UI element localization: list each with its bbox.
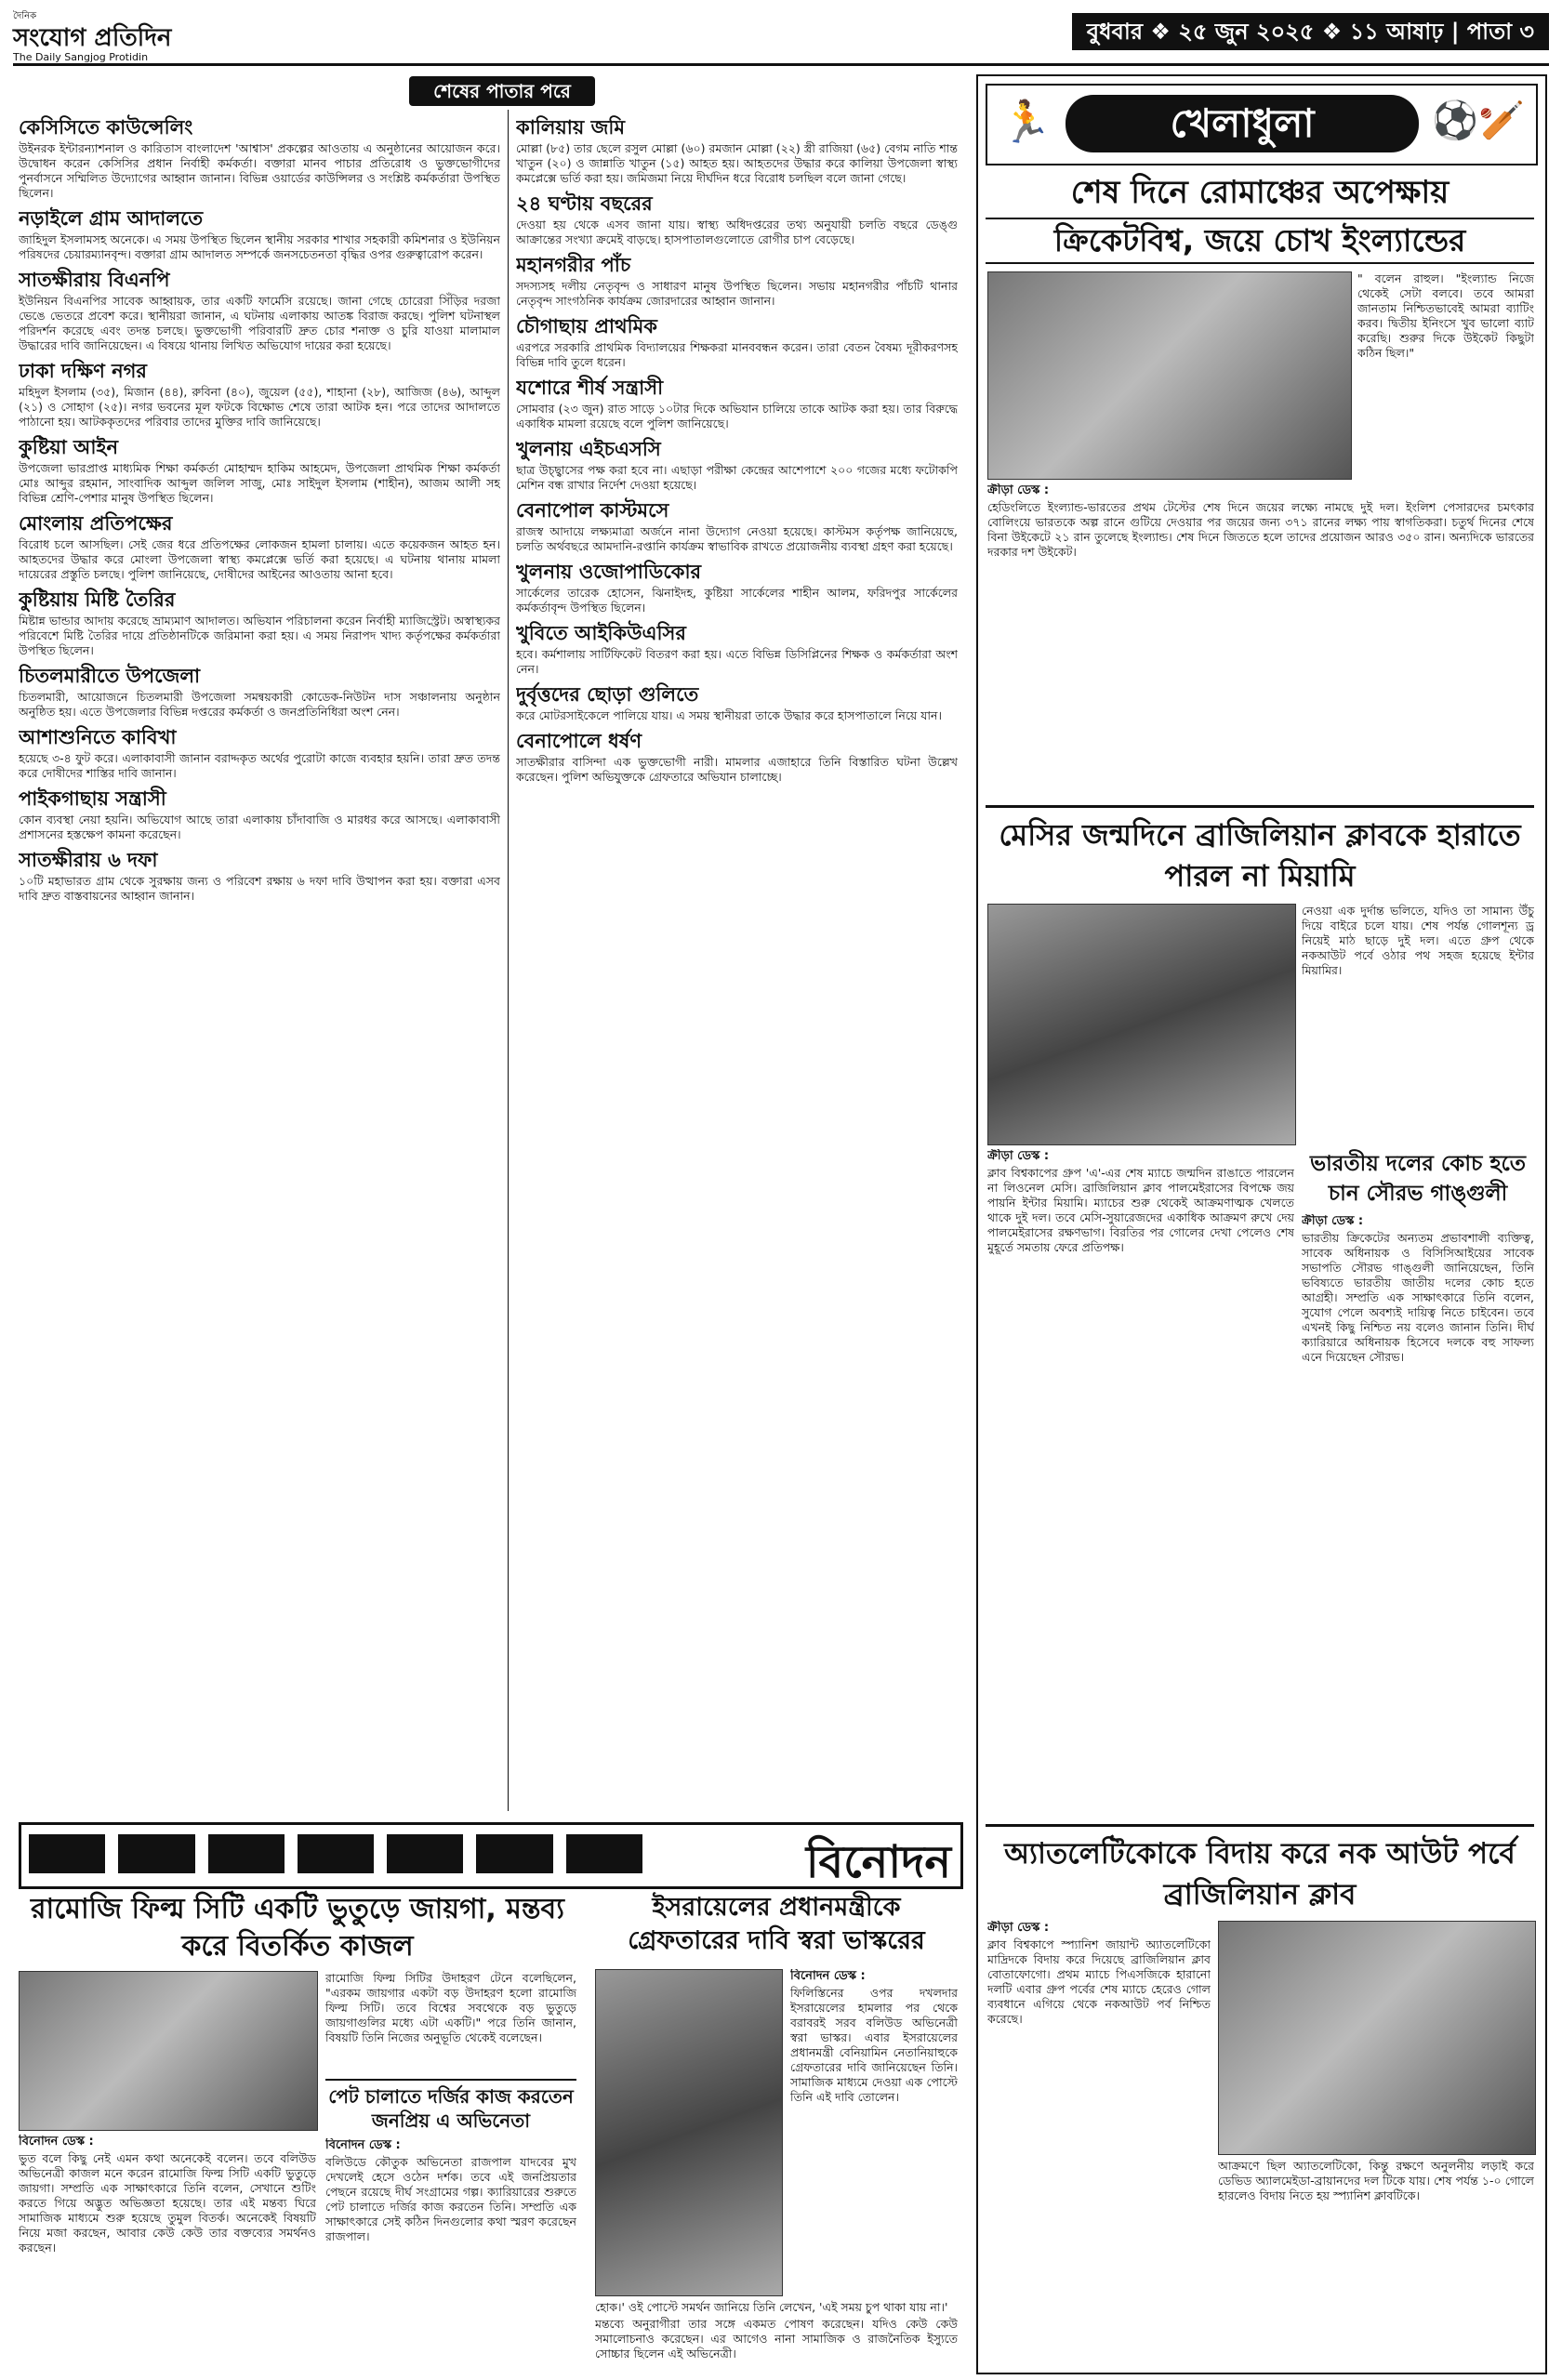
messi-byline: ক্রীড়া ডেস্ক : (987, 1149, 1050, 1163)
logo-daily: দৈনিক (13, 11, 37, 21)
atletico-photo (1218, 1921, 1536, 2155)
article-body: ছাত্র উচ্ছ্বাসের পক্ষ করা হবে না। এছাড়া পরীক্ষা কেন্দ্রের আশেপাশে ২০০ গজের মধ্যে ফটোকপি মেশিন বন্ধ রাখার নির্দেশ দেওয়া হয়েছে। (516, 463, 958, 492)
column-divider (508, 110, 509, 1811)
kajol-body-2: রামোজি ফিল্ম সিটির উদাহরণ টেনে বলেছিলেন, "এরকম জায়গার একটা বড় উদাহরণ হলো রামোজি ফিল্ম সিটি। তবে বিশ্বের সবথেকে বড় ভুতুড়ে জায়গাগুলির মধ্যে এটা একটি।" পরে তিনি জানান, বিষয়টি তিনি নিজের অনুভূতি থেকেই বলেছেন। (325, 1971, 576, 2044)
atletico-right-text: আক্রমণে ছিল অ্যাতলেটিকো, কিন্তু রক্ষণে অনুলনীয় লড়াই করে ডেভিড অ্যালমেইডা-ব্রায়ানদের দল টিকে যায়। শেষ পর্যন্ত ১-০ গোলে হারলেও বিদায় নিতে হয় স্প্যানিশ ক্লাবটিকে। (1218, 2159, 1534, 2202)
atletico-article (987, 1921, 1211, 2358)
news-column-2 (516, 110, 958, 1811)
article-body: উইনরক ইন্টারন্যাশনাল ও কারিতাস বাংলাদেশ 'আশ্বাস' প্রকল্পের আওতায় এ অনুষ্ঠানের আয়োজন করে। উদ্বোধন করেন কেসিসির প্রধান নির্বাহী কর্মকর্তা। বক্তারা মানব পাচার প্রতিরোধ ও ভুক্তভোগীদের পুনর্বাসনে সম্মিলিত উদ্যোগের আহ্বান জানান। বিভিন্ন ওয়ার্ডের কাউন্সিলর ও সংশ্লিষ্ট কর্মকর্তারা উপস্থিত ছিলেন। (19, 141, 500, 200)
cricket-photo (987, 271, 1352, 480)
swara-footer: মন্তব্যে অনুরাগীরা তার সঙ্গে একমত পোষণ করেছেন। যদিও কেউ কেউ সমালোচনাও করেছেন। এর আগেও নানা সামাজিক ও রাজনৈতিক ইস্যুতে সোচ্চার ছিলেন এই অভিনেত্রী। (595, 2317, 958, 2360)
article-headline: পাইকগাছায় সন্ত্রাসী (19, 787, 166, 810)
article-headline: নড়াইলে গ্রাম আদালতে (19, 207, 204, 230)
article-headline: মোংলায় প্রতিপক্ষের (19, 512, 173, 535)
entertainment-title: বিনোদন (805, 1836, 951, 1888)
article-body: ১০টি মহাভারত গ্রাম থেকে সুরক্ষায় জন্য ও পরিবেশ রক্ষায় ৬ দফা দাবি উত্থাপন করা হয়। বক্তারা এসব দাবি দ্রুত বাস্তবায়নের আহ্বান জানান। (19, 874, 500, 903)
sports-balls-icon: ⚽🏏 (1432, 99, 1525, 142)
messi-article (987, 1149, 1294, 1818)
logo-name: সংযোগ প্রতিদিন (13, 24, 172, 52)
atletico-left-text: ক্লাব বিশ্বকাপে স্প্যানিশ জায়ান্ট অ্যাতলেটিকো মাদ্রিদকে বিদায় করে দিয়েছে ব্রাজিলিয়ান ক্লাব বোতাফোগো। প্রথম ম্যাচে পিএসজিকে হারানো দলটি এবার গ্রুপ পর্বের শেষ ম্যাচে হেরেও গোল ব্যবধানে এগিয়ে থেকে নকআউট পর্ব নিশ্চিত করেছে। (987, 1937, 1211, 2026)
article-headline: সাতক্ষীরায় বিএনপি (19, 269, 170, 291)
date-bar: বুধবার ❖ ২৫ জুন ২০২৫ ❖ ১১ আষাঢ় | পাতা ৩ (1072, 13, 1549, 50)
article-body: সাতক্ষীরার বাসিন্দা এক ভুক্তভোগী নারী। মামলার এজাহারে তিনি বিস্তারিত ঘটনা উল্লেখ করেছেন। পুলিশ অভিযুক্তকে গ্রেফতারে অভিযান চালাচ্ছে। (516, 755, 958, 784)
tailor-byline: বিনোদন ডেস্ক : (325, 2138, 401, 2152)
lead-article (987, 483, 1534, 800)
lead-right-text: " বলেন রাহুল। "ইংল্যান্ড নিজে থেকেই সেটা বলবে। তবে আমরা জানতাম নিশ্চিতভাবেই আমরা ব্যাটিং করব। দ্বিতীয় ইনিংসে খুব ভালো ব্যাট করেছি। শুরুর দিকে উইকেট কিছুটা কঠিন ছিল।" (1357, 271, 1534, 360)
atletico-headline: অ্যাতলেটিকোকে বিদায় করে নক আউট পর্বে ব্রাজিলিয়ান ক্লাব (1004, 1837, 1516, 1911)
section-divider-2 (986, 1824, 1534, 1827)
swara-article-cont (595, 2300, 958, 2367)
section-banner-continued: শেষের পাতার পরে (409, 76, 595, 106)
tailor-article (325, 2138, 576, 2367)
lead-byline: ক্রীড়া ডেস্ক : (987, 483, 1050, 497)
film-strip-decoration (29, 1834, 642, 1873)
article-body: হয়েছে ৩-৪ ফুট করে। এলাকাবাসী জানান বরাদ্দকৃত অর্থের পুরোটা কাজে ব্যবহার হয়নি। তারা দ্রুত তদন্ত করে দোষীদের শাস্তির দাবি জানান। (19, 751, 500, 780)
article-body: করে মোটরসাইকেলে পালিয়ে যায়। এ সময় স্থানীয়রা তাকে উদ্ধার করে হাসপাতালে নিয়ে যান। (516, 708, 942, 722)
article-body: কোন ব্যবস্থা নেয়া হয়নি। অভিযোগ আছে তারা এলাকায় চাঁদাবাজি ও মারধর করে আসছে। এলাকাবাসী প্রশাসনের হস্তক্ষেপ কামনা করেছেন। (19, 813, 500, 841)
article-body: রাজস্ব আদায়ে লক্ষ্যমাত্রা অর্জনে নানা উদ্যোগ নেওয়া হয়েছে। কাস্টমস কর্তৃপক্ষ জানিয়েছে, চলতি অর্থবছরে আমদানি-রপ্তানি কার্যক্রম স্বাভাবিক রাখতে প্রয়োজনীয় ব্যবস্থা গ্রহণ করা হয়েছে। (516, 524, 958, 553)
kajol-article-cont (325, 1971, 576, 2073)
atletico-article-cont (1218, 2159, 1534, 2358)
article-body: হবে। কর্মশালায় সার্টিফিকেট বিতরণ করা হয়। এতে বিভিন্ন ডিসিপ্লিনের শিক্ষক ও কর্মকর্তারা অংশ নেন। (516, 647, 958, 676)
kajol-body: ভুত বলে কিছু নেই এমন কথা অনেকেই বলেন। তবে বলিউড অভিনেত্রী কাজল মনে করেন রামোজি ফিল্ম সিটি একটি ভুতুড়ে জায়গা। সম্প্রতি এক সাক্ষাৎকারে তিনি বলেন, সেখানে শুটিং করতে গিয়ে অদ্ভুত অভিজ্ঞতা হয়েছে। তার এই মন্তব্য ঘিরে সামাজিক মাধ্যমে শুরু হয়েছে তুমুল বিতর্ক। অনেকেই বিষয়টি নিয়ে মজা করছেন, আবার কেউ কেউ তার বক্তব্যের সমর্থনও করছেন। (19, 2151, 316, 2254)
article-headline: খুবিতে আইকিউএসির (516, 622, 686, 644)
swara-caption: হোক।' ওই পোস্টে সমর্থন জানিয়ে তিনি লেখেন, 'এই সময় চুপ থাকা যায় না।' (595, 2300, 948, 2314)
article-headline: চিতলমারীতে উপজেলা (19, 665, 201, 687)
coach-article (1302, 1214, 1534, 1818)
lead-headline-1: শেষ দিনে রোমাঞ্চের অপেক্ষায় (1070, 174, 1449, 211)
article-headline: বেনাপোল কাস্টমসে (516, 499, 669, 522)
messi-side-text (1302, 904, 1534, 1144)
kajol-headline: রামোজি ফিল্ম সিটি একটি ভুতুড়ে জায়গা, মন্তব্য করে বিতর্কিত কাজল (31, 1893, 564, 1963)
article-headline: খুলনায় এইচএসসি (516, 438, 661, 460)
sports-header (986, 84, 1538, 165)
article-body: দেওয়া হয় থেকে এসব জানা যায়। স্বাস্থ্য অধিদপ্তরের তথ্য অনুযায়ী চলতি বছরে ডেঙ্গু আক্রান্তের সংখ্যা ক্রমেই বাড়ছে। হাসপাতালগুলোতে রোগীর চাপ বেড়েছে। (516, 218, 958, 246)
kajol-photo (19, 1971, 318, 2131)
messi-body: ক্লাব বিশ্বকাপের গ্রুপ 'এ'-এর শেষ ম্যাচে জন্মদিন রাঙাতে পারলেন না লিওনেল মেসি। ব্রাজিলিয়ান ক্লাব পালমেইরাসের বিপক্ষে জয় পায়নি ইন্টার মিয়ামি। ম্যাচের শুরু থেকেই আক্রমণাত্মক খেলতে থাকে দুই দল। তবে মেসি-সুয়ারেজদের একাধিক আক্রমণ রুখে দেয় পালমেইরাসের রক্ষণভাগ। বিরতির পর গোলের দেখা পেলেও শেষ মুহূর্তে সমতায় ফেরে প্রতিপক্ষ। (987, 1166, 1294, 1254)
section-divider (986, 805, 1534, 808)
article-body: মহিদুল ইসলাম (৩৫), মিজান (৪৪), রুবিনা (৪০), জুয়েল (৫৫), শাহানা (২৮), আজিজ (৪৬), আব্দুল (২১) ও সোহাগ (২৫)। নগর ভবনের মূল ফটকে বিক্ষোভ শেষে তারা আটক হন। পরে তাদের আদালতে পাঠানো হয়। আটককৃতদের পরিবার তাদের মুক্তির দাবি জানিয়েছে। (19, 385, 500, 429)
article-headline: মহানগরীর পাঁচ (516, 254, 631, 276)
lead-quote (1357, 271, 1534, 478)
coach-headline: ভারতীয় দলের কোচ হতে চান সৌরভ গাঙ্গুলী (1309, 1152, 1527, 1206)
article-body: ইউনিয়ন বিএনপির সাবেক আহ্বায়ক, তার একটি ফার্মেসি রয়েছে। জানা গেছে চোরেরা সিঁড়ির দরজা ভেঙে ভেতরে প্রবেশ করে। স্থানীয়রা জানান, এ ঘটনায় এলাকায় আতঙ্ক বিরাজ করছে। পুলিশ ঘটনাস্থল পরিদর্শন করেছে এবং তদন্ত চলছে। ভুক্তভোগী পরিবারটি দ্রুত চোর শনাক্ত ও চুরি যাওয়া মালামাল উদ্ধারের দাবি জানিয়েছেন। এ বিষয়ে থানায় লিখিত অভিযোগ দায়ের করা হয়েছে। (19, 294, 500, 352)
swara-photo (595, 1969, 783, 2296)
article-headline: কুষ্টিয়ায় মিষ্টি তৈরির (19, 588, 176, 611)
article-body: সদস্যসহ দলীয় নেতৃবৃন্দ ও সাধারণ মানুষ উপস্থিত ছিলেন। সভায় মহানগরীর পাঁচটি থানার নেতৃবৃন্দ সাংগঠনিক কার্যক্রম জোরদারের আহ্বান জানান। (516, 279, 958, 308)
kajol-byline: বিনোদন ডেস্ক : (19, 2135, 94, 2149)
article-headline: বেনাপোলে ধর্ষণ (516, 730, 642, 752)
lead-headline-2: ক্রিকেটবিশ্ব, জয়ে চোখ ইংল্যান্ডের (986, 218, 1534, 264)
messi-right-text: নেওয়া এক দুর্দান্ত ভলিতে, যদিও তা সামান্য উঁচু দিয়ে বাইরে চলে যায়। শেষ পর্যন্ত গোলশূন্য ড্র নিয়েই মাঠ ছাড়ে দুই দল। এতে গ্রুপ থেকে নকআউট পর্বে ওঠার পথ সহজ হয়েছে ইন্টার মিয়ামির। (1302, 904, 1534, 977)
article-body: মিষ্টান্ন ভান্ডার আদায় করেছে ভ্রাম্যমাণ আদালত। অভিযান পরিচালনা করেন নির্বাহী ম্যাজিস্ট্রেট। অস্বাস্থ্যকর পরিবেশে মিষ্টি তৈরির দায়ে প্রতিষ্ঠানটিকে জরিমানা করা হয়। এ সময় নিরাপদ খাদ্য কর্তৃপক্ষের কর্মকর্তারা উপস্থিত ছিলেন। (19, 614, 500, 657)
coach-body: ভারতীয় ক্রিকেটের অন্যতম প্রভাবশালী ব্যক্তিত্ব, সাবেক অধিনায়ক ও বিসিসিআইয়ের সাবেক সভাপতি সৌরভ গাঙ্গুলী জানিয়েছেন, তিনি ভবিষ্যতে ভারতীয় জাতীয় দলের কোচ হতে আগ্রহী। সম্প্রতি এক সাক্ষাৎকারে তিনি বলেন, সুযোগ পেলে অবশ্যই দায়িত্ব নিতে চাইবেন। তবে এখনই কিছু নিশ্চিত নয় বলেও জানান তিনি। দীর্ঘ ক্যারিয়ারে অধিনায়ক হিসেবে দলকে বহু সাফল্য এনে দিয়েছেন সৌরভ। (1302, 1231, 1534, 1364)
article-headline: আশাশুনিতে কাবিখা (19, 726, 177, 748)
swara-body: ফিলিস্তিনের ওপর দখলদার ইসরায়েলের হামলার পর থেকে বরাবরই সরব বলিউড অভিনেত্রী স্বরা ভাস্কর। এবার ইসরায়েলের প্রধানমন্ত্রী বেনিয়ামিন নেতানিয়াহুকে গ্রেফতারের দাবি জানিয়েছেন তিনি। সামাজিক মাধ্যমে দেওয়া এক পোস্টে তিনি এই দাবি তোলেন। (790, 1986, 958, 2104)
sports-title: খেলাধুলা (1066, 95, 1419, 152)
atletico-byline: ক্রীড়া ডেস্ক : (987, 1921, 1050, 1935)
article-body: চিতলমারী, আয়োজনে চিতলমারী উপজেলা সমন্বয়কারী কোডেক-নিউটন দাস সঞ্চালনায় অনুষ্ঠান অনুষ্ঠিত হয়। এতে উপজেলার বিভিন্ন দপ্তরের কর্মকর্তা ও জনপ্রতিনিধিরা অংশ নেন। (19, 690, 500, 719)
article-headline: সাতক্ষীরায় ৬ দফা (19, 849, 158, 871)
article-headline: কালিয়ায় জমি (516, 116, 626, 139)
article-headline: ঢাকা দক্ষিণ নগর (19, 360, 147, 382)
tailor-body: বলিউডে কৌতুক অভিনেতা রাজপাল যাদবের মুখ দেখলেই হেসে ওঠেন দর্শক। তবে এই জনপ্রিয়তার পেছনে রয়েছে দীর্ঘ সংগ্রামের গল্প। ক্যারিয়ারের শুরুতে পেট চালাতে দর্জির কাজ করতেন তিনি। সম্প্রতি এক সাক্ষাৎকারে সেই কঠিন দিনগুলোর কথা স্মরণ করেছেন রাজপাল। (325, 2155, 576, 2243)
article-body: বিরোধ চলে আসছিল। সেই জের ধরে প্রতিপক্ষের লোকজন হামলা চালায়। এতে কয়েকজন আহত হন। আহতদের উদ্ধার করে মোংলা উপজেলা স্বাস্থ্য কমপ্লেক্সে ভর্তি করা হয়েছে। এ ঘটনায় থানায় মামলা দায়েরের প্রস্তুতি চলছে। পুলিশ জানিয়েছে, দোষীদের আইনের আওতায় আনা হবে। (19, 537, 500, 581)
news-column-1 (19, 110, 500, 1811)
article-body: এরপরে সরকারি প্রাথমিক বিদ্যালয়ের শিক্ষকরা মানববন্ধন করেন। তারা বেতন বৈষম্য দূরীকরণসহ বিভিন্ন দাবি তুলে ধরেন। (516, 340, 958, 369)
article-body: মোল্লা (৮৫) তার ছেলে রসুল মোল্লা (৬০) রমজান মোল্লা (২২) স্ত্রী রাজিয়া (৬৫) বেগম নাতি শান্ত খাতুন (২০) ও জান্নাতি খাতুন (১৫) আহত হয়। আহতদের উদ্ধার করে কালিয়া উপজেলা স্বাস্থ্য কমপ্লেক্সে ভর্তি করা হয়। জমিজমা নিয়ে দীর্ঘদিন ধরে বিরোধ চলছিল বলে জানা গেছে। (516, 141, 958, 185)
logo-english: The Daily Sangjog Protidin (13, 51, 149, 63)
article-body: সোমবার (২৩ জুন) রাত সাড়ে ১০টার দিকে অভিযান চালিয়ে তাকে আটক করা হয়। তার বিরুদ্ধে একাধিক মামলা রয়েছে বলে পুলিশ জানিয়েছে। (516, 402, 958, 430)
coach-byline: ক্রীড়া ডেস্ক : (1302, 1214, 1364, 1228)
article-headline: যশোরে শীর্ষ সন্ত্রাসী (516, 377, 664, 399)
swara-headline: ইসরায়েলের প্রধানমন্ত্রীকে গ্রেফতারের দাবি স্বরা ভাস্করের (628, 1893, 925, 1955)
article-body: উপজেলা ভারপ্রাপ্ত মাধ্যমিক শিক্ষা কর্মকর্তা মোহাম্মদ হাকিম আহমেদ, উপজেলা প্রাথমিক শিক্ষা কর্মকর্তা মোঃ আব্দুর রহমান, সাংবাদিক আব্দুল জলিল সাজু, মোঃ সাইদুল ইসলাম (শাহীন), আজম আলী সহ বিভিন্ন শ্রেণি-পেশার মানুষ উপস্থিত ছিলেন। (19, 461, 500, 505)
runner-icon: 🏃 (1000, 99, 1052, 146)
article-headline: দুর্বৃত্তদের ছোড়া গুলিতে (516, 683, 699, 706)
article-headline: কেসিসিতে কাউন্সেলিং (19, 116, 193, 139)
article-body: সার্কেলের তারেক হোসেন, ঝিনাইদহ, কুষ্টিয়া সার্কেলের শাহীন আলম, ফরিদপুর সার্কেলের কর্মকর্তাবৃন্দ উপস্থিত ছিলেন। (516, 586, 958, 615)
article-body: জাহিদুল ইসলামসহ অনেকে। এ সময় উপস্থিত ছিলেন স্থানীয় সরকার শাখার সহকারী কমিশনার ও ইউনিয়ন পরিষদের চেয়ারম্যানবৃন্দ। বক্তারা গ্রাম আদালত সম্পর্কে জনসচেতনতা বৃদ্ধির ওপর গুরুত্বারোপ করেন। (19, 232, 500, 261)
messi-photo (987, 904, 1296, 1145)
article-headline: খুলনায় ওজোপাডিকোর (516, 561, 702, 583)
lead-body: হেডিংলিতে ইংল্যান্ড-ভারতের প্রথম টেস্টের শেষ দিনে জয়ের লক্ষ্যে নামছে দুই দল। ইংলিশ পেসারদের চমৎকার বোলিংয়ে ভারতকে অল্প রানে গুটিয়ে দেওয়ার পর জয়ের জন্য ৩৭১ রানের লক্ষ্য পায় স্বাগতিকরা। চতুর্থ দিনের শেষে বিনা উইকেটে ২১ রান তুলেছে ইংল্যান্ড। শেষ দিনে জিততে হলে তাদের প্রয়োজন আরও ৩৫০ রান। অন্যদিকে ভারতের দরকার দশ উইকেট। (987, 500, 1534, 559)
tailor-headline: পেট চালাতে দর্জির কাজ করতেন জনপ্রিয় এ অভিনেতা (325, 2079, 576, 2133)
kajol-article (19, 2135, 316, 2367)
entertainment-banner (19, 1822, 963, 1889)
article-headline: ২৪ ঘণ্টায় বছরের (516, 192, 653, 215)
masthead (13, 6, 1549, 66)
article-headline: চৌগাছায় প্রাথমিক (516, 315, 657, 337)
newspaper-logo (13, 9, 236, 63)
messi-headline: মেসির জন্মদিনে ব্রাজিলিয়ান ক্লাবকে হারাতে পারল না মিয়ামি (999, 817, 1521, 893)
swara-byline: বিনোদন ডেস্ক : (790, 1969, 866, 1983)
swara-article (790, 1969, 958, 2294)
article-headline: কুষ্টিয়া আইন (19, 436, 119, 458)
